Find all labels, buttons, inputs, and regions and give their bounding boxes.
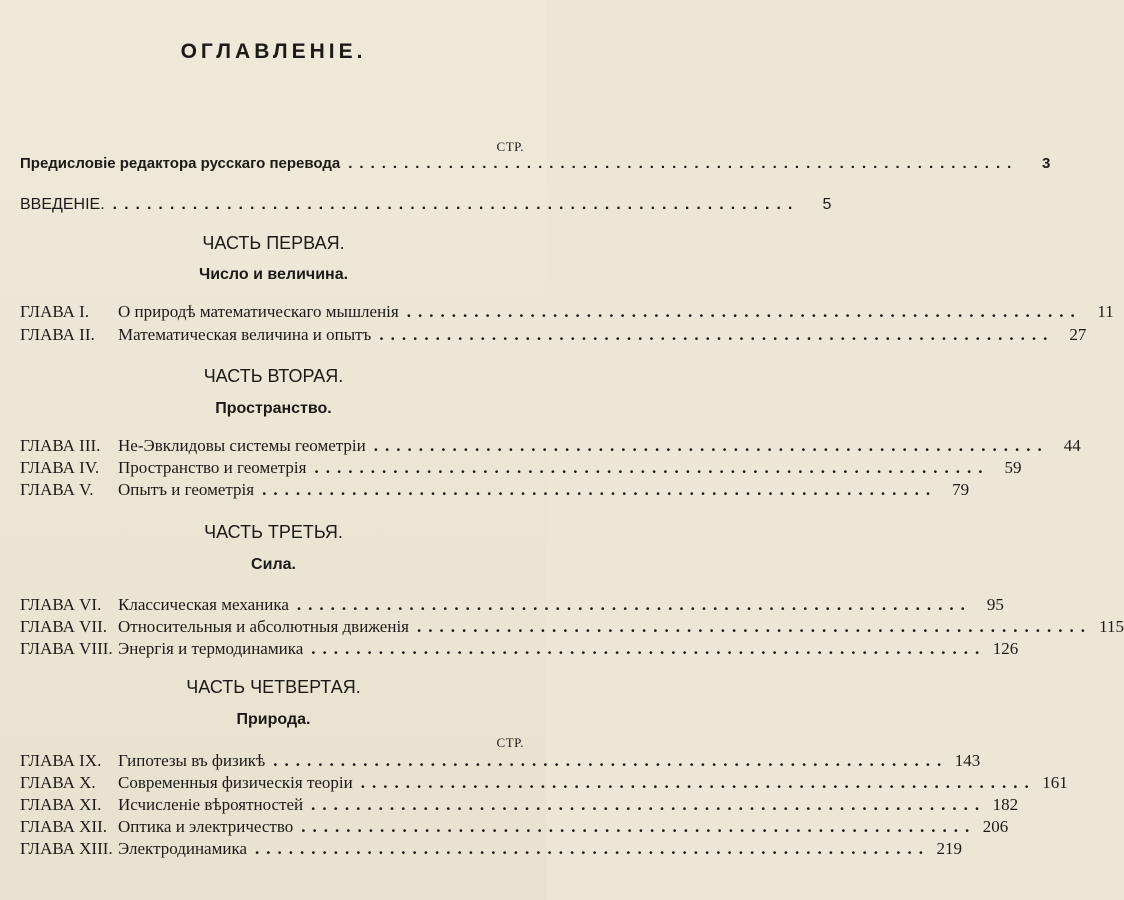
chapter-number: ГЛАВА VII. — [20, 617, 108, 636]
entry-page: 44 — [1063, 436, 1081, 455]
entry-page: 11 — [1097, 302, 1114, 321]
entry-page: 126 — [992, 639, 1019, 658]
chapter-title: Пространство и геометрія — [118, 458, 307, 477]
chapter-title: Классическая механика — [118, 595, 289, 614]
dot-leader: ............................................................ — [273, 751, 949, 770]
dot-leader: ............................................................ — [255, 839, 931, 858]
entry-page: 3 — [1041, 155, 1051, 172]
page-title: ОГЛАВЛЕНІЕ. — [180, 40, 367, 63]
chapter-title: Исчисленіе вѣроятностей — [118, 795, 304, 814]
chapter-number: ГЛАВА II. — [20, 325, 95, 344]
chapter-title: Электродинамика — [118, 839, 248, 858]
section-title-3: Сила. — [251, 556, 296, 573]
entry-title: Предисловіе редактора русскаго перевода — [20, 155, 341, 172]
dot-leader: ............................................................ — [311, 795, 987, 814]
toc-entry-chapter — [20, 480, 970, 502]
toc-entry-chapter — [20, 436, 1081, 458]
entry-page: 59 — [1004, 458, 1022, 477]
entry-page: 219 — [936, 839, 963, 858]
chapter-number: ГЛАВА IX. — [20, 751, 102, 770]
page-column-header: СТР. — [496, 735, 524, 750]
dot-leader: ............................................................ — [417, 617, 1092, 636]
chapter-title: Оптика и электричество — [118, 817, 294, 836]
toc-entry-chapter — [20, 795, 1019, 817]
part-title-1: ЧАСТЬ ПЕРВАЯ. — [202, 233, 345, 253]
toc-entry-preface — [20, 155, 1051, 177]
toc-entry-chapter — [20, 617, 1124, 639]
toc-entry-chapter — [20, 325, 1087, 347]
chapter-number: ГЛАВА IV. — [20, 458, 100, 477]
chapter-title: Относительныя и абсолютныя движенія — [118, 617, 409, 636]
toc-entry-chapter — [20, 839, 963, 861]
section-title-2: Пространство. — [215, 400, 332, 417]
chapter-number: ГЛАВА III. — [20, 436, 101, 455]
toc-entry-chapter — [20, 751, 981, 773]
chapter-number: ГЛАВА V. — [20, 480, 94, 499]
page-column-header: СТР. — [496, 139, 524, 154]
toc-entry-chapter — [20, 458, 1022, 480]
part-title-2: ЧАСТЬ ВТОРАЯ. — [203, 366, 344, 386]
toc-entry-chapter — [20, 817, 1009, 839]
entry-page: 143 — [954, 751, 981, 770]
section-title-4: Природа. — [236, 711, 311, 728]
chapter-number: ГЛАВА XII. — [20, 817, 108, 836]
entry-page: 5 — [822, 196, 832, 213]
dot-leader: ............................................................ — [262, 480, 938, 499]
toc-entry-chapter — [20, 639, 1019, 661]
chapter-title: О природѣ математическаго мышленія — [118, 302, 399, 321]
chapter-title: Гипотезы въ физикѣ — [118, 751, 266, 770]
entry-page: 182 — [992, 795, 1019, 814]
chapter-title: Опытъ и геометрія — [118, 480, 255, 499]
entry-title: ВВЕДЕНІЕ. — [20, 196, 105, 213]
entry-page: 27 — [1069, 325, 1087, 344]
dot-leader: ............................................................ — [112, 196, 800, 213]
entry-page: 95 — [986, 595, 1004, 614]
chapter-title: Энергія и термодинамика — [118, 639, 304, 658]
toc-entry-chapter — [20, 302, 1114, 324]
entry-page: 161 — [1042, 773, 1068, 792]
part-title-4: ЧАСТЬ ЧЕТВЕРТАЯ. — [186, 677, 361, 697]
chapter-title: Не-Эвклидовы системы геометріи — [118, 436, 366, 455]
dot-leader: ............................................................ — [311, 639, 987, 658]
part-title-3: ЧАСТЬ ТРЕТЬЯ. — [204, 522, 343, 542]
chapter-number: ГЛАВА XI. — [20, 795, 102, 814]
toc-entry-chapter — [20, 773, 1068, 795]
dot-leader: ............................................................ — [301, 817, 977, 836]
entry-page: 79 — [952, 480, 970, 499]
chapter-number: ГЛАВА VIII. — [20, 639, 113, 658]
chapter-title: Математическая величина и опытъ — [118, 325, 372, 344]
toc-entry-chapter — [20, 595, 1004, 617]
chapter-number: ГЛАВА X. — [20, 773, 96, 792]
chapter-number: ГЛАВА XIII. — [20, 839, 113, 858]
chapter-title: Современныя физическія теоріи — [118, 773, 353, 792]
dot-leader: ............................................................ — [373, 436, 1049, 455]
entry-page: 115 — [1099, 617, 1124, 636]
dot-leader: ............................................................ — [296, 595, 972, 614]
chapter-number: ГЛАВА VI. — [20, 595, 102, 614]
dot-leader: ............................................................ — [348, 155, 1019, 172]
dot-leader: ............................................................ — [314, 458, 990, 477]
dot-leader: ............................................................ — [379, 325, 1055, 344]
dot-leader: ............................................................ — [406, 302, 1082, 321]
toc-entry-introduction — [20, 196, 832, 218]
entry-page: 206 — [982, 817, 1009, 836]
chapter-number: ГЛАВА I. — [20, 302, 90, 321]
section-title-1: Число и величина. — [198, 266, 349, 283]
dot-leader: ............................................................ — [360, 773, 1036, 792]
